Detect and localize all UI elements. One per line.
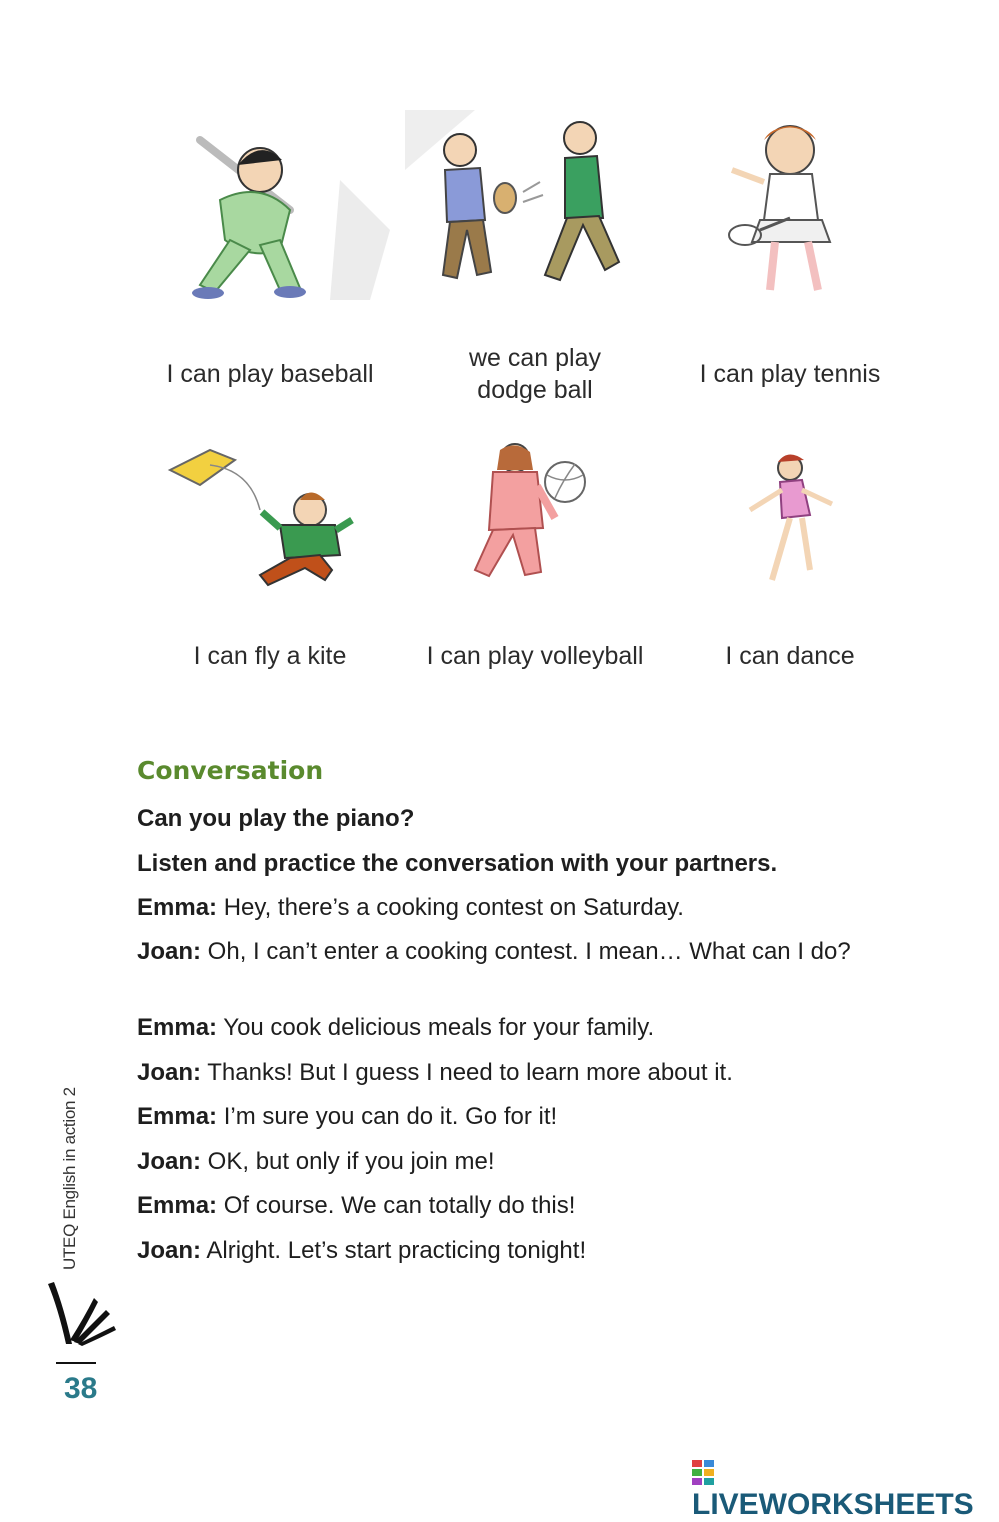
conversation-question: Can you play the piano? — [137, 805, 415, 832]
kite-flyer-icon — [140, 440, 400, 640]
activity-caption: I can play volleyball — [426, 642, 644, 670]
caption-line-2: dodge ball — [477, 376, 593, 404]
speaker-name: Joan: — [137, 938, 202, 965]
speaker-name: Joan: — [137, 1148, 202, 1175]
activity-row-1 — [140, 110, 920, 440]
speaker-name: Emma: — [137, 1014, 218, 1041]
dialogue-line — [137, 1101, 927, 1133]
section-title: Conversation — [137, 756, 324, 785]
dialogue-text: Of course. We can totally do this! — [217, 1192, 576, 1219]
dialogue-line — [137, 1235, 927, 1267]
dialogue-line — [137, 1190, 927, 1222]
tennis-player-icon — [660, 110, 920, 310]
dodge-ball-players-icon — [405, 110, 665, 310]
speaker-name: Emma: — [137, 1192, 218, 1219]
volleyball-player-icon — [405, 440, 665, 640]
speaker-name: Joan: — [137, 1059, 202, 1086]
dialogue-text: Hey, there’s a cooking contest on Saturday. — [217, 894, 684, 921]
dialogue-text: Oh, I can’t enter a cooking contest. I mean… What can I do? — [201, 938, 851, 965]
page-divider — [56, 1362, 96, 1364]
footer-brand — [692, 1454, 999, 1522]
activity-caption — [405, 342, 665, 406]
page-number: 38 — [64, 1372, 98, 1405]
speaker-name: Joan: — [137, 1237, 202, 1264]
dialogue-line — [137, 1057, 927, 1089]
caption-line-1: we can play — [468, 344, 602, 372]
dialogue-text: Thanks! But I guess I need to learn more about it. — [201, 1059, 733, 1086]
dialogue-line — [137, 936, 927, 968]
activity-caption: I can play tennis — [699, 360, 881, 388]
speaker-name: Emma: — [137, 1103, 218, 1130]
dialogue-text: OK, but only if you join me! — [201, 1148, 495, 1175]
liveworksheets-logo-icon — [692, 1459, 714, 1485]
open-book-icon — [44, 1278, 120, 1350]
dialogue-text: Alright. Let’s start practicing tonight! — [201, 1237, 587, 1264]
activity-caption: I can fly a kite — [193, 642, 347, 670]
speaker-name: Emma: — [137, 894, 218, 921]
dancer-icon — [660, 440, 920, 640]
dialogue-line — [137, 1146, 927, 1178]
activity-caption: I can dance — [725, 642, 855, 670]
dialogue-text: You cook delicious meals for your family. — [217, 1014, 655, 1041]
baseball-player-icon — [140, 110, 400, 310]
conversation-instruction: Listen and practice the conversation with your partners. — [137, 850, 778, 877]
dialogue-line — [137, 892, 927, 924]
dialogue-text: I’m sure you can do it. Go for it! — [217, 1103, 558, 1130]
activity-caption: I can play baseball — [166, 360, 374, 388]
activity-row-2 — [140, 440, 920, 740]
book-title: UTEQ English in action 2 — [60, 1087, 79, 1270]
dialogue-line — [137, 1012, 927, 1044]
brand-name: LIVEWORKSHEETS — [692, 1488, 974, 1521]
activity-grid — [140, 110, 920, 740]
